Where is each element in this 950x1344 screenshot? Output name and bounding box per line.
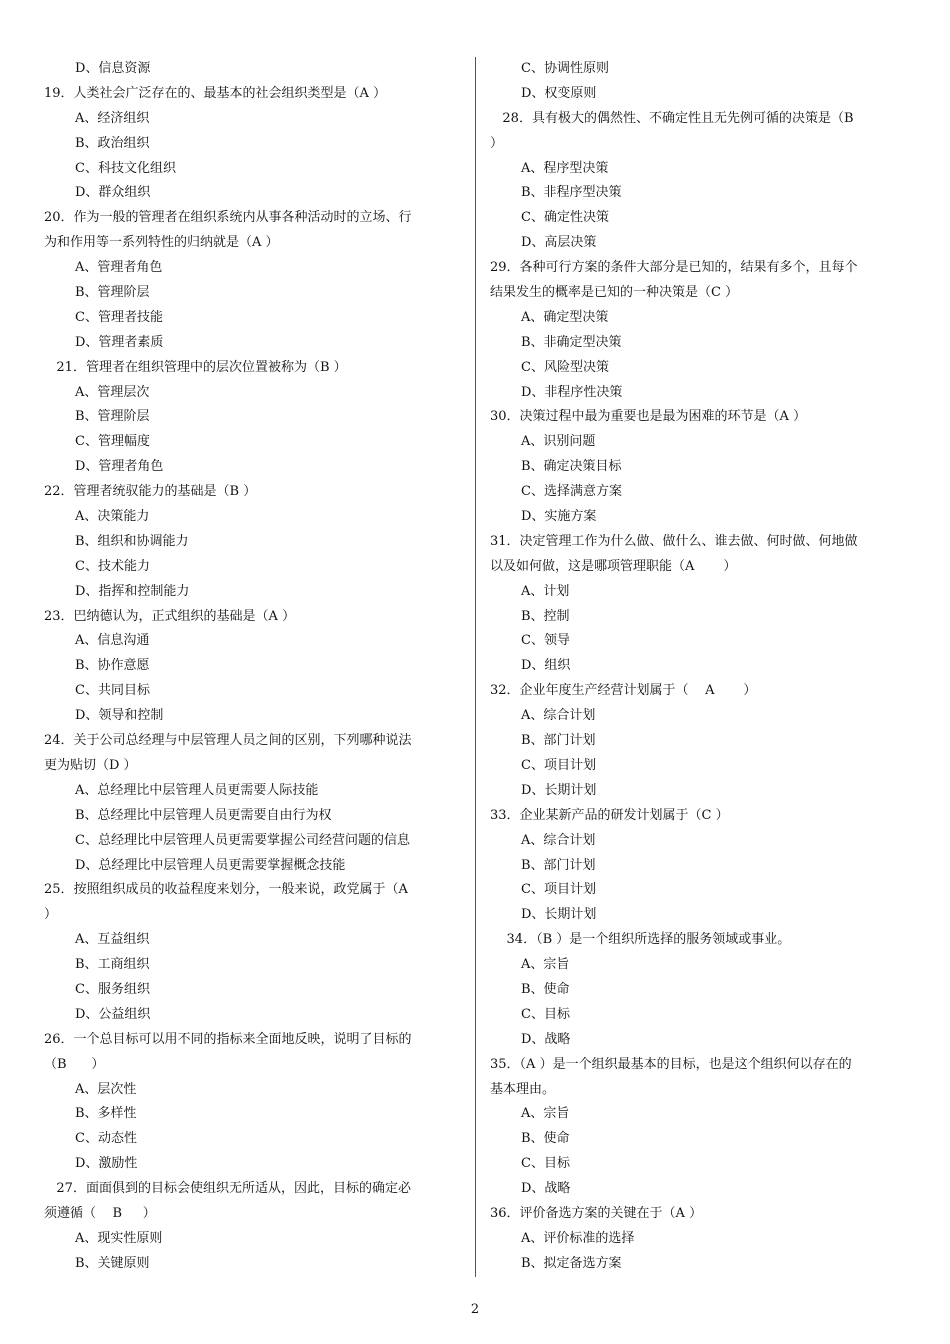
answer-option: A、评价标准的选择	[521, 1230, 635, 1246]
page-number: 2	[470, 1302, 480, 1317]
answer-option: C、管理幅度	[75, 434, 150, 450]
answer-option: D、指挥和控制能力	[75, 583, 190, 599]
answer-option: D、组织	[521, 658, 571, 674]
answer-option: C、技术能力	[75, 558, 150, 574]
answer-option: C、项目计划	[521, 882, 596, 898]
answer-option: D、信息资源	[75, 61, 151, 76]
question-text: 33．企业某新产品的研发计划属于（C ）	[490, 807, 729, 823]
answer-option: D、群众组织	[75, 185, 151, 201]
question-text: 22．管理者统驭能力的基础是（B ）	[44, 484, 257, 500]
answer-option: C、协调性原则	[521, 61, 609, 76]
question-text: 27．面面俱到的目标会使组织无所适从，因此，目标的确定必	[44, 1181, 411, 1197]
question-text: 24．关于公司总经理与中层管理人员之间的区别，下列哪种说法	[44, 733, 412, 749]
question-text: 更为贴切（D ）	[44, 757, 137, 773]
answer-option: B、非确定型决策	[521, 334, 622, 350]
answer-option: B、总经理比中层管理人员更需要自由行为权	[75, 807, 332, 823]
answer-option: A、程序型决策	[521, 160, 609, 176]
answer-option: D、长期计划	[521, 907, 597, 923]
answer-option: A、总经理比中层管理人员更需要人际技能	[75, 782, 319, 798]
answer-option: B、组织和协调能力	[75, 533, 189, 549]
question-text: 34．（B ）是一个组织所选择的服务领域或事业。	[490, 932, 791, 948]
answer-option: B、工商组织	[75, 957, 150, 973]
answer-option: D、总经理比中层管理人员更需要掌握概念技能	[75, 857, 346, 873]
question-text: 为和作用等一系列特性的归纳就是（A ）	[44, 235, 279, 251]
answer-option: A、确定型决策	[521, 309, 609, 325]
question-text: 20．作为一般的管理者在组织系统内从事各种活动时的立场、行	[44, 210, 412, 226]
question-text: 26．一个总目标可以用不同的指标来全面地反映，说明了目标的	[44, 1031, 412, 1047]
answer-option: C、目标	[521, 1006, 570, 1022]
answer-option: A、综合计划	[521, 708, 596, 724]
answer-option: C、服务组织	[75, 981, 150, 997]
answer-option: A、互益组织	[75, 932, 150, 948]
answer-option: B、关键原则	[75, 1255, 150, 1271]
answer-option: A、信息沟通	[75, 633, 150, 649]
answer-option: D、公益组织	[75, 1006, 151, 1022]
answer-option: B、控制	[521, 608, 570, 624]
left-column	[44, 57, 462, 1277]
answer-option: C、动态性	[75, 1131, 137, 1147]
answer-option: D、实施方案	[521, 509, 597, 525]
answer-option: B、协作意愿	[75, 658, 150, 674]
answer-option: C、领导	[521, 633, 570, 649]
question-text: 21．管理者在组织管理中的层次位置被称为（B ）	[44, 359, 347, 375]
answer-option: A、管理层次	[75, 384, 150, 400]
answer-option: A、经济组织	[75, 110, 150, 126]
question-text: 29．各种可行方案的条件大部分是已知的，结果有多个，且每个	[490, 260, 858, 276]
answer-option: C、总经理比中层管理人员更需要掌握公司经营问题的信息	[75, 832, 410, 848]
answer-option: B、部门计划	[521, 857, 596, 873]
question-text: 28．具有极大的偶然性、不确定性且无先例可循的决策是（B	[490, 110, 854, 126]
answer-option: D、权变原则	[521, 85, 597, 101]
question-text: （B ）	[44, 1056, 105, 1072]
answer-option: B、使命	[521, 981, 570, 997]
question-text: 32．企业年度生产经营计划属于（ A ）	[490, 683, 757, 699]
question-text: 结果发生的概率是已知的一种决策是（C ）	[490, 285, 739, 301]
question-text: 23．巴纳德认为，正式组织的基础是（A ）	[44, 608, 296, 624]
question-text: ）	[490, 135, 504, 151]
answer-option: B、管理阶层	[75, 285, 150, 301]
answer-option: B、管理阶层	[75, 409, 150, 425]
answer-option: C、科技文化组织	[75, 160, 176, 176]
answer-option: B、拟定备选方案	[521, 1255, 622, 1271]
answer-option: D、管理者素质	[75, 334, 164, 350]
answer-option: D、战略	[521, 1181, 571, 1197]
question-text: 36．评价备选方案的关键在于（A ）	[490, 1205, 703, 1221]
answer-option: B、多样性	[75, 1106, 137, 1122]
answer-option: A、识别问题	[521, 434, 596, 450]
answer-option: A、宗旨	[521, 957, 570, 973]
answer-option: B、部门计划	[521, 733, 596, 749]
right-column	[490, 57, 910, 1277]
column-divider	[475, 57, 476, 1277]
answer-option: C、项目计划	[521, 757, 596, 773]
answer-option: D、管理者角色	[75, 459, 164, 475]
answer-option: A、管理者角色	[75, 260, 163, 276]
question-text: 19．人类社会广泛存在的、最基本的社会组织类型是（A ）	[44, 85, 387, 101]
answer-option: D、高层决策	[521, 235, 597, 251]
answer-option: C、共同目标	[75, 683, 150, 699]
answer-option: B、政治组织	[75, 135, 150, 151]
answer-option: B、非程序型决策	[521, 185, 622, 201]
answer-option: C、风险型决策	[521, 359, 609, 375]
answer-option: A、宗旨	[521, 1106, 570, 1122]
question-text: 30．决策过程中最为重要也是最为困难的环节是（A ）	[490, 409, 807, 425]
answer-option: A、计划	[521, 583, 570, 599]
question-text: 基本理由。	[490, 1081, 556, 1097]
answer-option: D、战略	[521, 1031, 571, 1047]
answer-option: C、目标	[521, 1156, 570, 1172]
answer-option: D、领导和控制	[75, 708, 164, 724]
answer-option: A、层次性	[75, 1081, 137, 1097]
question-text: 以及如何做，这是哪项管理职能（A ）	[490, 558, 737, 574]
answer-option: C、选择满意方案	[521, 484, 622, 500]
answer-option: C、确定性决策	[521, 210, 609, 226]
answer-option: B、确定决策目标	[521, 459, 622, 475]
question-text: 31．决定管理工作为什么做、做什么、谁去做、何时做、何地做	[490, 533, 858, 549]
answer-option: A、综合计划	[521, 832, 596, 848]
answer-option: D、长期计划	[521, 782, 597, 798]
answer-option: A、现实性原则	[75, 1230, 163, 1246]
question-text: ）	[44, 907, 58, 923]
answer-option: A、决策能力	[75, 509, 150, 525]
answer-option: C、管理者技能	[75, 309, 163, 325]
answer-option: D、非程序性决策	[521, 384, 623, 400]
question-text: 25．按照组织成员的收益程度来划分，一般来说，政党属于（A	[44, 882, 408, 898]
answer-option: B、使命	[521, 1131, 570, 1147]
answer-option: D、激励性	[75, 1156, 138, 1172]
question-text: 须遵循（ B ）	[44, 1205, 156, 1221]
question-text: 35．（A ）是一个组织最基本的目标，也是这个组织何以存在的	[490, 1056, 852, 1072]
